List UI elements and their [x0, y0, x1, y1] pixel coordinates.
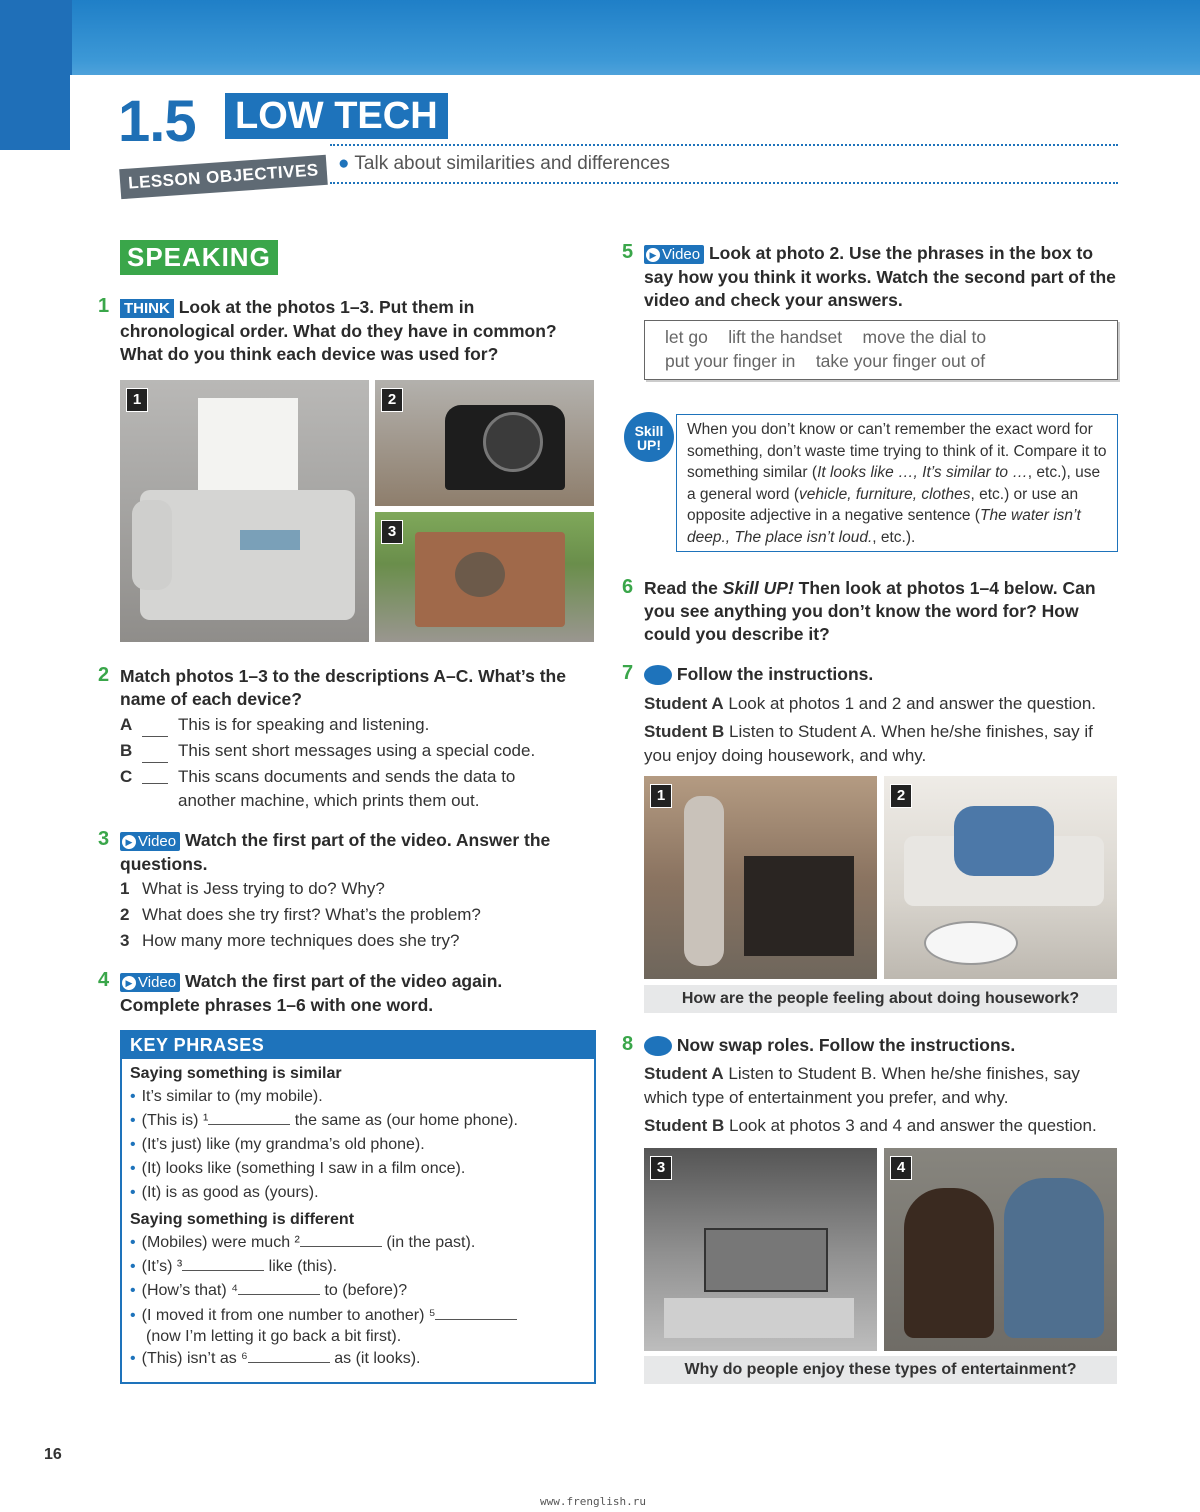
similar-heading: Saying something is similar	[130, 1065, 342, 1082]
photo-rotary-phone	[375, 380, 594, 506]
photo-number: 2	[381, 388, 403, 412]
q4-text: ▶ Video Watch the first part of the video again. Complete phrases 1–6 with one word.	[120, 971, 503, 1015]
photo-telegraph	[375, 512, 594, 642]
speech-bubble-icon	[644, 665, 672, 685]
video-tag[interactable]: ▶ Video	[120, 973, 180, 992]
photo-video-game	[884, 1148, 1117, 1351]
lesson-title: LOW TECH	[225, 93, 448, 139]
photo-number: 1	[650, 784, 672, 808]
different-heading: Saying something is different	[130, 1211, 355, 1228]
answer-blank-2[interactable]	[300, 1246, 382, 1247]
lesson-number: 1.5	[118, 89, 196, 154]
q7-caption: How are the people feeling about doing housework?	[644, 985, 1117, 1013]
key-phrases-title: KEY PHRASES	[122, 1032, 594, 1059]
phrase: take your finger out of	[815, 351, 986, 371]
play-icon: ▶	[122, 976, 136, 990]
q2-text: Match photos 1–3 to the descriptions A–C. What’s the name of each device?	[120, 666, 566, 709]
q1-text: THINK Look at the photos 1–3. Put them in chronological order. What do they have in common? What do you think each device was used for?	[120, 297, 557, 364]
phrase-item: • (Mobiles) were much ² (in the past).	[130, 1234, 476, 1251]
phrase-item: • (It) looks like (something I saw in a film once).	[130, 1160, 466, 1177]
divider-bottom	[330, 182, 1118, 184]
photo-vacuum	[644, 776, 877, 979]
phrase-box	[644, 320, 1118, 380]
phrase: move the dial to	[862, 327, 987, 347]
photo-board-game	[644, 1148, 877, 1351]
play-icon: ▶	[646, 248, 660, 262]
photo-number: 1	[126, 388, 148, 412]
lesson-objectives-badge: LESSON OBJECTIVES	[119, 155, 327, 199]
q2-number: 2	[98, 664, 110, 686]
q1-number: 1	[98, 295, 110, 317]
q7-instructions: Student A Look at photos 1 and 2 and answer the question. Student B Listen to Student A. When he/she finishes, say if you enjoy doing housework, and why.	[644, 694, 1097, 765]
phrase-item: • It’s similar to (my mobile).	[130, 1088, 323, 1105]
q3-text: ▶ Video Watch the first part of the video. Answer the questions.	[120, 830, 551, 874]
q6-number: 6	[622, 576, 634, 598]
speech-bubble-icon	[644, 1036, 672, 1056]
q6-text: Read the Skill UP! Then look at photos 1–4 below. Can you see anything you don’t know the word for? How could you describe it?	[644, 578, 1096, 644]
skill-up-box	[676, 414, 1118, 552]
q8-text: Now swap roles. Follow the instructions.	[644, 1034, 1104, 1057]
phrase-item: • (I moved it from one number to another) ⁵ (now I’m letting it go back a bit first).	[130, 1305, 594, 1347]
section-speaking: SPEAKING	[120, 240, 278, 275]
q2-items: A This is for speaking and listening. B This sent short messages using a special code. C This scans documents and sends the data to another machine, which prints them out.	[120, 715, 536, 810]
phrase: lift the handset	[728, 327, 843, 347]
play-icon: ▶	[122, 835, 136, 849]
q7-number: 7	[622, 662, 634, 684]
phrase-item: • (It’s) ³ like (this).	[130, 1258, 338, 1275]
key-phrases-box	[120, 1030, 596, 1384]
answer-blank-6[interactable]	[248, 1362, 330, 1363]
bullet-icon: ●	[338, 153, 350, 174]
q8-instructions: Student A Listen to Student B. When he/she finishes, say which type of entertainment you prefer, and why. Student B Look at photos 3 and 4 and answer the question.	[644, 1064, 1097, 1135]
q3-items: 1 What is Jess trying to do? Why? 2 What does she try first? What’s the problem? 3 How many more techniques does she try?	[120, 879, 481, 950]
photo-number: 3	[381, 520, 403, 544]
page-number: 16	[44, 1446, 62, 1463]
q8-number: 8	[622, 1033, 634, 1055]
answer-blank-4[interactable]	[238, 1294, 320, 1295]
phrase-item: • (How’s that) ⁴ to (before)?	[130, 1282, 408, 1299]
phrase: let go	[665, 327, 708, 347]
photo-number: 2	[890, 784, 912, 808]
video-tag[interactable]: ▶ Video	[644, 245, 704, 264]
q7-text: Follow the instructions.	[644, 663, 1104, 686]
phrase: put your finger in	[665, 351, 796, 371]
video-tag[interactable]: ▶ Video	[120, 832, 180, 851]
phrase-item: • (It’s just) like (my grandma’s old phone).	[130, 1136, 425, 1153]
header-left-strip	[0, 0, 72, 150]
skill-up-badge: Skill UP!	[624, 412, 674, 462]
think-tag: THINK	[120, 299, 174, 318]
footer-url: www.frenglish.ru	[540, 1495, 646, 1508]
skill-up-text: When you don’t know or can’t remember the exact word for something, don’t waste time trying to think of it. Compare it to something similar (It looks like …, It’s similar to …, etc.), use a general word (vehicle, furniture, clothes, etc.) or use an opposite adjective in a negative sentence (The water isn’t deep., The place isn’t loud., etc.).	[687, 421, 1107, 546]
q3-number: 3	[98, 828, 110, 850]
q5-number: 5	[622, 241, 634, 263]
answer-blank-5[interactable]	[435, 1319, 517, 1320]
photo-number: 4	[890, 1156, 912, 1180]
answer-blank-1[interactable]	[208, 1124, 290, 1125]
photo-fax-machine	[120, 380, 369, 642]
phrase-item: • (This) isn’t as ⁶ as (it looks).	[130, 1350, 421, 1367]
q5-text: ▶ Video Look at photo 2. Use the phrases in the box to say how you think it works. Watch the second part of the video and check your answers.	[644, 243, 1116, 310]
lesson-objective: ● Talk about similarities and differences	[338, 153, 670, 174]
phrase-item: • (This is) ¹ the same as (our home phone).	[130, 1112, 518, 1129]
q4-number: 4	[98, 969, 110, 991]
photo-number: 3	[650, 1156, 672, 1180]
divider-top	[330, 144, 1118, 146]
phrase-item: • (It) is as good as (yours).	[130, 1184, 319, 1201]
photo-robot-vacuum	[884, 776, 1117, 979]
q8-caption: Why do people enjoy these types of entertainment?	[644, 1356, 1117, 1384]
answer-blank-3[interactable]	[182, 1270, 264, 1271]
